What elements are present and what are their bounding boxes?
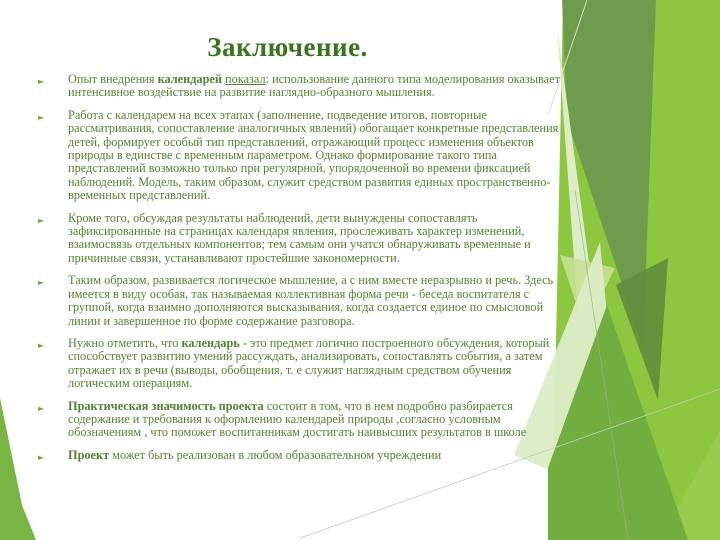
bullet-arrow-icon: ►: [38, 403, 45, 413]
list-item: [38, 337, 573, 391]
list-item: [38, 73, 573, 100]
bullet-text: Таким образом, развивается логическое мышление, а с ним вместе неразрывно и речь. Здесь имеется в виду особая, так называемая коллективная форма речи - беседа воспитателя с группой, когда взаимно дополняются высказывания, когда создается единое по смысловой линии и завершенное по форме содержание разговора.: [68, 273, 554, 328]
bullet-arrow-icon: ►: [38, 278, 45, 288]
bullet-text: Практическая значимость проекта состоит в том, что в нем подробно разбирается содержание и требования к оформлению календарей природы ,согласно условным обозначениям , что поможет воспитанникам достигать наивысших результатов в школе: [68, 398, 527, 440]
list-item: [38, 449, 573, 464]
bullet-arrow-icon: ►: [38, 452, 45, 462]
bullet-arrow-icon: ►: [38, 112, 45, 122]
bullet-arrow-icon: ►: [38, 340, 45, 350]
bullet-text: Опыт внедрения календарей показал: использование данного типа моделирования оказывает интенсивное воздействие на развитие наглядно-образного мышления.: [68, 72, 560, 100]
list-item: [38, 274, 573, 328]
bullet-text: Работа с календарем на всех этапах (заполнение, подведение итогов, повторные рассматривания, сопоставление аналогичных явлений) обогащает конкретные представления детей, формирует особый тип представлений, отражающий процесс изменения объектов природы в единстве с временным параметром. Однако формирование такого типа представлений возможно только при регулярной, упорядоченной во времени фиксацией наблюдений. Модель, таким образом, служит средством развития единых пространственно-временных представлений.: [68, 107, 559, 203]
bullet-text: Нужно отметить, что календарь - это предмет логично построенного обсуждения, который способствует развитию умений рассуждать, анализировать, сопоставлять события, а затем отражает их в речи (выводы, обобщения, т. е служит наглядным средством обучения логическим операциям.: [68, 335, 550, 391]
list-item: [38, 109, 573, 203]
bullet-arrow-icon: ►: [38, 215, 45, 225]
page-title: Заключение.: [207, 32, 368, 62]
list-item: [38, 400, 573, 440]
bullet-arrow-icon: ►: [38, 77, 45, 86]
list-item: [38, 212, 573, 266]
bullet-list: [0, 73, 573, 464]
bullet-text: Кроме того, обсуждая результаты наблюдений, дети вынуждены сопоставлять зафиксированные на страницах календаря явления, прослеживать характер изменений, взаимосвязь отдельных компонентов; тем самым они учатся обнаруживать временные и причинные связи, устанавливают простейшие закономерности.: [68, 210, 531, 265]
bullet-text: Проект может быть реализован в любом образовательном учреждении: [68, 447, 442, 462]
